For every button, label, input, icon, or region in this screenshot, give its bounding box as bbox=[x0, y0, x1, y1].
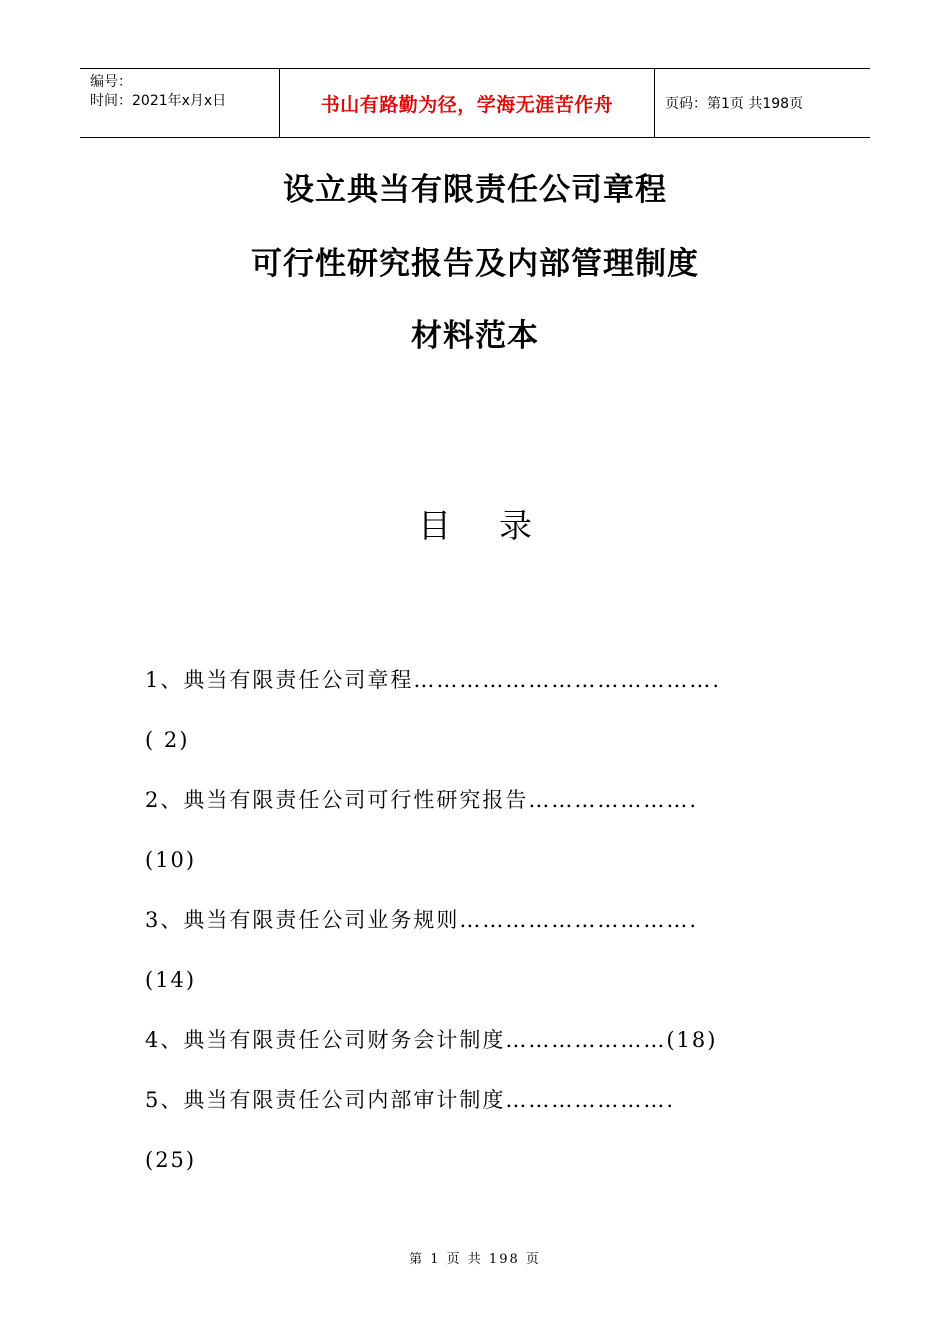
toc-item[interactable] bbox=[145, 1010, 805, 1070]
toc-item-page: (14) bbox=[145, 968, 197, 992]
document-title-line-1: 设立典当有限责任公司章程 bbox=[283, 172, 667, 208]
toc-item[interactable] bbox=[145, 1070, 805, 1190]
document-title-line-2: 可行性研究报告及内部管理制度 bbox=[251, 246, 699, 282]
toc-item-text: 2、典当有限责任公司可行性研究报告…………………. bbox=[145, 788, 699, 812]
table-of-contents bbox=[145, 650, 805, 1190]
toc-item-page: (10) bbox=[145, 848, 197, 872]
toc-item-text: 5、典当有限责任公司内部审计制度…………………. bbox=[145, 1088, 676, 1112]
toc-item[interactable] bbox=[145, 890, 805, 1010]
toc-item-page: ( 2) bbox=[145, 728, 190, 752]
header-meta-cell bbox=[80, 69, 280, 137]
page-footer: 第 1 页 共 198 页 bbox=[409, 1252, 541, 1267]
number-label: 编号： bbox=[90, 74, 132, 90]
toc-item[interactable] bbox=[145, 650, 805, 770]
header-motto: 书山有路勤为径，学海无涯苦作舟 bbox=[280, 69, 655, 137]
document-title-line-3: 材料范本 bbox=[411, 318, 539, 354]
time-label: 时间：2021年x月x日 bbox=[90, 93, 227, 109]
toc-item-text: 4、典当有限责任公司财务会计制度…………………(18) bbox=[145, 1028, 718, 1052]
toc-heading: 目录 bbox=[418, 506, 580, 545]
toc-item-text: 3、典当有限责任公司业务规则…………………………. bbox=[145, 908, 699, 932]
toc-item-page: (25) bbox=[145, 1148, 197, 1172]
toc-item-text: 1、典当有限责任公司章程…………………………………. bbox=[145, 668, 722, 692]
toc-item[interactable] bbox=[145, 770, 805, 890]
header-page-info: 页码：第1页 共198页 bbox=[665, 96, 804, 112]
document-header bbox=[80, 68, 870, 138]
